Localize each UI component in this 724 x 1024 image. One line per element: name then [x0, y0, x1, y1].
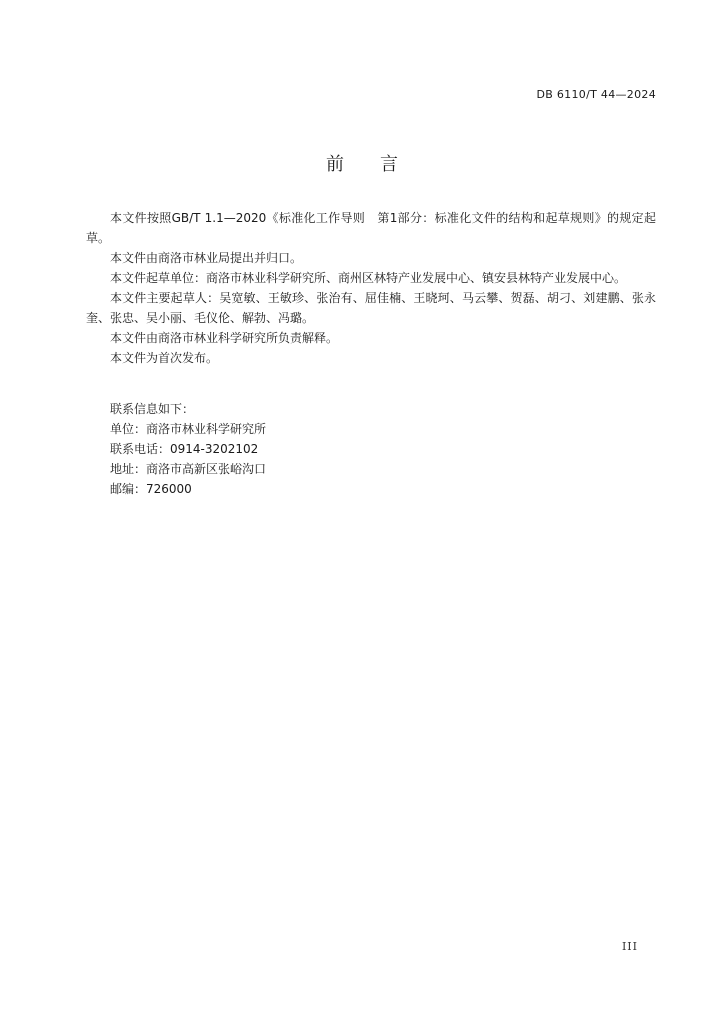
foreword-body — [86, 208, 656, 368]
contact-unit: 单位：商洛市林业科学研究所 — [110, 422, 267, 436]
title-char-1: 前 — [326, 154, 344, 175]
contact-phone: 联系电话：0914-3202102 — [110, 442, 259, 456]
title-char-2: 言 — [380, 154, 398, 175]
paragraph-first-release: 本文件为首次发布。 — [110, 351, 219, 365]
document-code: DB 6110/T 44—2024 — [536, 88, 656, 101]
paragraph-interpretation: 本文件由商洛市林业科学研究所负责解释。 — [110, 331, 339, 345]
paragraph-drafting-rules: 本文件按照GB/T 1.1—2020《标准化工作导则 第1部分：标准化文件的结构和起草规则》的规定起草。 — [86, 211, 656, 245]
page-title — [0, 150, 724, 176]
paragraph-drafters: 本文件主要起草人：吴宽敏、王敏珍、张治有、屈佳楠、王晓珂、马云攀、贺磊、胡刁、刘建鹏、张永奎、张忠、吴小丽、毛仪伦、解勃、冯璐。 — [86, 291, 656, 325]
paragraph-proposer: 本文件由商洛市林业局提出并归口。 — [110, 251, 303, 265]
page-number: III — [621, 940, 638, 953]
contact-address: 地址：商洛市高新区张峪沟口 — [110, 462, 267, 476]
contact-postcode: 邮编：726000 — [110, 482, 192, 496]
contact-heading: 联系信息如下： — [110, 402, 195, 416]
paragraph-drafting-units: 本文件起草单位：商洛市林业科学研究所、商州区林特产业发展中心、镇安县林特产业发展中心。 — [110, 271, 627, 285]
contact-info — [110, 399, 266, 499]
